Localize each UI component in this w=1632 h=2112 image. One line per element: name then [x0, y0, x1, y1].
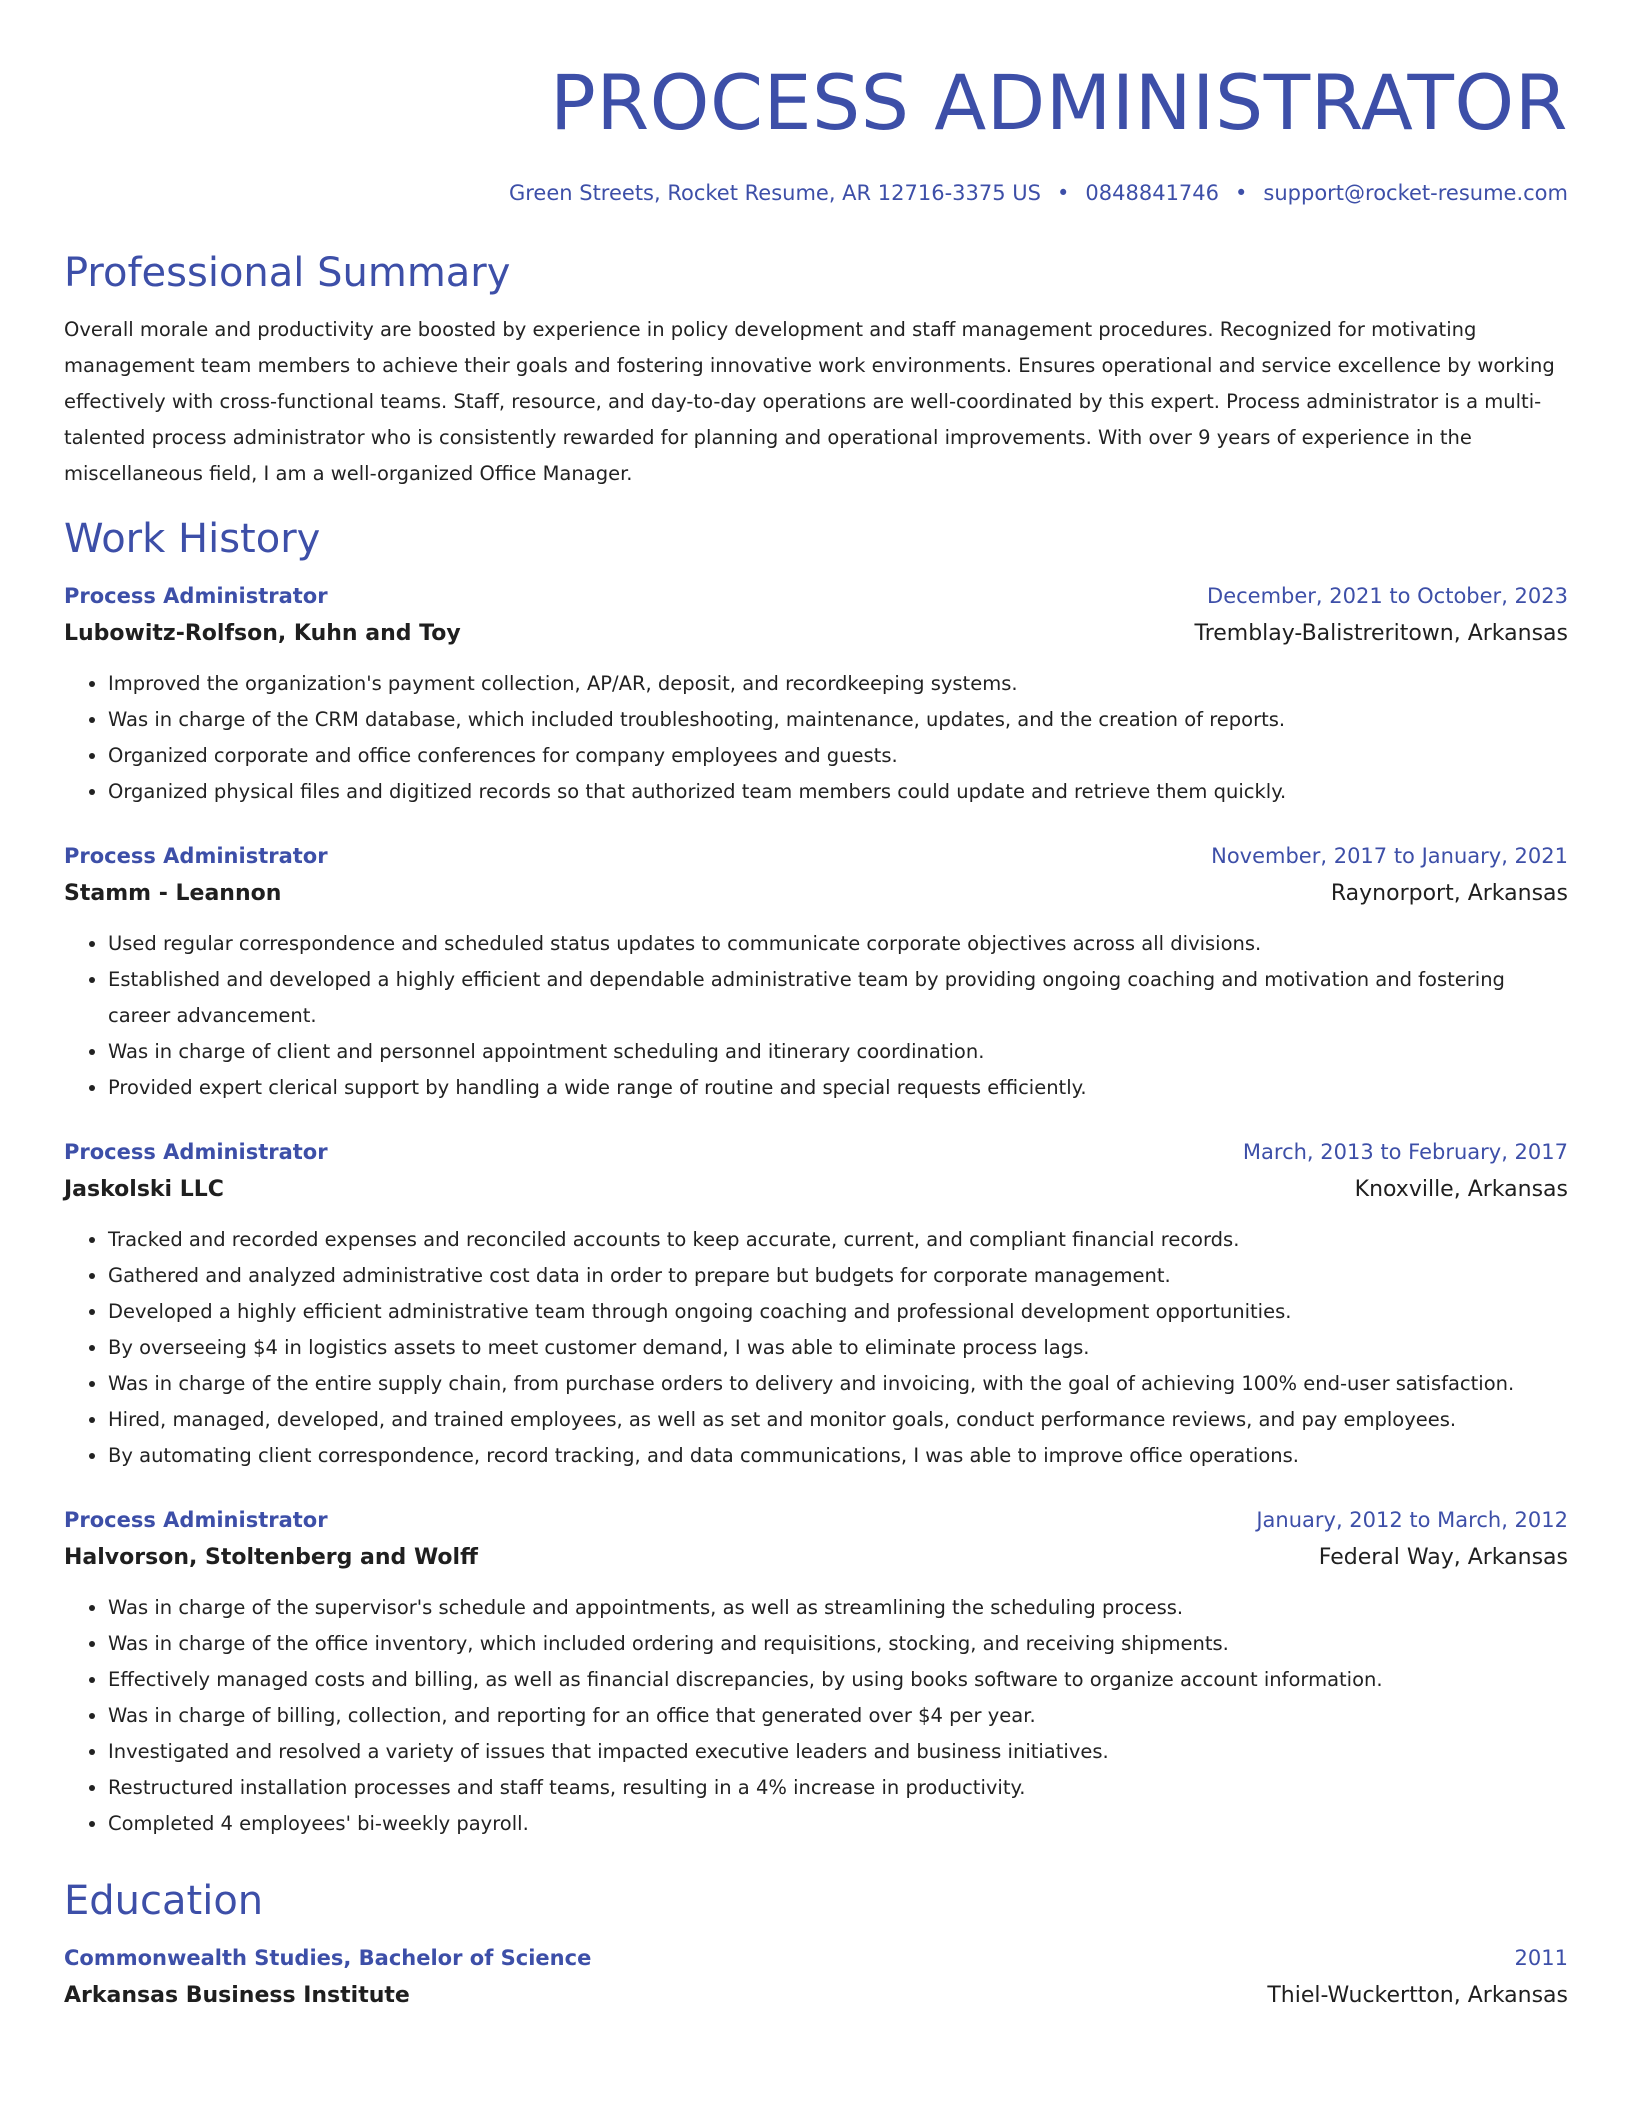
graduation-year: 2011: [1514, 1946, 1568, 1970]
job-bullet: • Provided expert clerical support by handling a wide range of routine and special requests efficiently.: [108, 1070, 1568, 1106]
education-entry: [64, 1940, 1568, 2016]
job-header-row: [64, 578, 1568, 614]
job-employer-row: [64, 874, 1568, 914]
job-location: Federal Way, Arkansas: [1318, 1545, 1568, 1570]
employer-name: Halvorson, Stoltenberg and Wolff: [64, 1545, 478, 1570]
employer-name: Lubowitz-Rolfson, Kuhn and Toy: [64, 621, 461, 646]
summary-heading: Professional Summary: [64, 250, 511, 296]
job-entry: [64, 1134, 1568, 1474]
job-location: Knoxville, Arkansas: [1354, 1177, 1568, 1202]
work-history-heading: Work History: [64, 516, 321, 562]
job-bullet: • Gathered and analyzed administrative cost data in order to prepare but budgets for corporate management.: [108, 1258, 1568, 1294]
job-title: Process Administrator: [64, 844, 328, 868]
job-dates: November, 2017 to January, 2021: [1211, 844, 1568, 868]
contact-separator: •: [1057, 181, 1070, 205]
job-bullet: • Was in charge of billing, collection, and reporting for an office that generated over $4 per year.: [108, 1698, 1568, 1734]
job-dates: January, 2012 to March, 2012: [1256, 1508, 1568, 1532]
job-location: Raynorport, Arkansas: [1330, 881, 1568, 906]
job-title: Process Administrator: [64, 1508, 328, 1532]
job-header-row: [64, 838, 1568, 874]
job-bullet: • Organized corporate and office conferences for company employees and guests.: [108, 738, 1568, 774]
work-history-list: [64, 578, 1568, 1842]
resume-page: [64, 0, 1568, 2016]
degree: Commonwealth Studies, Bachelor of Science: [64, 1946, 592, 1970]
education-header-row: [64, 1940, 1568, 1976]
job-bullet: • Established and developed a highly efficient and dependable administrative team by providing ongoing coaching and motivation and fostering career advancement.: [108, 962, 1568, 1034]
job-header-row: [64, 1134, 1568, 1170]
job-bullet: • Developed a highly efficient administrative team through ongoing coaching and professional development opportunities.: [108, 1294, 1568, 1330]
job-bullet: • Completed 4 employees' bi-weekly payroll.: [108, 1806, 1568, 1842]
job-bullet: • Restructured installation processes and staff teams, resulting in a 4% increase in productivity.: [108, 1770, 1568, 1806]
education-list: [64, 1940, 1568, 2016]
job-bullet: • Improved the organization's payment collection, AP/AR, deposit, and recordkeeping systems.: [108, 666, 1568, 702]
contact-phone: 0848841746: [1085, 181, 1220, 205]
job-bullet: • Was in charge of client and personnel appointment scheduling and itinerary coordination.: [108, 1034, 1568, 1070]
job-employer-row: [64, 1538, 1568, 1578]
education-heading: Education: [64, 1878, 264, 1924]
job-entry: [64, 1502, 1568, 1842]
job-bullet: • Was in charge of the office inventory, which included ordering and requisitions, stocking, and receiving shipments.: [108, 1626, 1568, 1662]
job-dates: December, 2021 to October, 2023: [1207, 584, 1568, 608]
contact-separator: •: [1235, 181, 1248, 205]
job-bullet: • Organized physical files and digitized records so that authorized team members could update and retrieve them quickly.: [108, 774, 1568, 810]
summary-text: Overall morale and productivity are boosted by experience in policy development and staff management procedures. Recognized for motivating management team members to achieve their goals and fostering innovative work environments. Ensures operational and service excellence by working effectively with cross-functional teams. Staff, resource, and day-to-day operations are well-coordinated by this expert. Process administrator is a multi-talented process administrator who is consistently rewarded for planning and operational improvements. With over 9 years of experience in the miscellaneous field, I am a well-organized Office Manager.: [64, 318, 1555, 485]
job-title: Process Administrator: [64, 584, 328, 608]
school-name: Arkansas Business Institute: [64, 1983, 410, 2008]
job-bullet-list: [64, 1222, 1568, 1474]
job-entry: [64, 578, 1568, 810]
job-location: Tremblay-Balistreritown, Arkansas: [1194, 621, 1568, 646]
job-dates: March, 2013 to February, 2017: [1242, 1140, 1568, 1164]
education-school-row: [64, 1976, 1568, 2016]
school-location: Thiel-Wuckertton, Arkansas: [1267, 1983, 1568, 2008]
job-bullet: • Tracked and recorded expenses and reconciled accounts to keep accurate, current, and compliant financial records.: [108, 1222, 1568, 1258]
contact-line: [64, 178, 1568, 208]
job-bullet-list: [64, 666, 1568, 810]
job-bullet: • By automating client correspondence, record tracking, and data communications, I was able to improve office operations.: [108, 1438, 1568, 1474]
job-employer-row: [64, 1170, 1568, 1210]
job-bullet: • Investigated and resolved a variety of issues that impacted executive leaders and business initiatives.: [108, 1734, 1568, 1770]
contact-address: Green Streets, Rocket Resume, AR 12716-3375 US: [508, 181, 1042, 205]
employer-name: Stamm - Leannon: [64, 881, 282, 906]
job-bullet: • By overseeing $4 in logistics assets to meet customer demand, I was able to eliminate process lags.: [108, 1330, 1568, 1366]
contact-email: support@rocket-resume.com: [1263, 181, 1568, 205]
job-bullet: • Hired, managed, developed, and trained employees, as well as set and monitor goals, conduct performance reviews, and pay employees.: [108, 1402, 1568, 1438]
job-bullet: • Effectively managed costs and billing, as well as financial discrepancies, by using books software to organize account information.: [108, 1662, 1568, 1698]
candidate-name: PROCESS ADMINISTRATOR: [550, 58, 1568, 147]
job-bullet: • Used regular correspondence and scheduled status updates to communicate corporate objectives across all divisions.: [108, 926, 1568, 962]
job-bullet-list: [64, 1590, 1568, 1842]
employer-name: Jaskolski LLC: [64, 1177, 224, 1202]
job-entry: [64, 838, 1568, 1106]
job-header-row: [64, 1502, 1568, 1538]
job-employer-row: [64, 614, 1568, 654]
job-bullet-list: [64, 926, 1568, 1106]
job-bullet: • Was in charge of the entire supply chain, from purchase orders to delivery and invoicing, with the goal of achieving 100% end-user satisfaction.: [108, 1366, 1568, 1402]
job-bullet: • Was in charge of the supervisor's schedule and appointments, as well as streamlining the scheduling process.: [108, 1590, 1568, 1626]
job-bullet: • Was in charge of the CRM database, which included troubleshooting, maintenance, updates, and the creation of reports.: [108, 702, 1568, 738]
job-title: Process Administrator: [64, 1140, 328, 1164]
